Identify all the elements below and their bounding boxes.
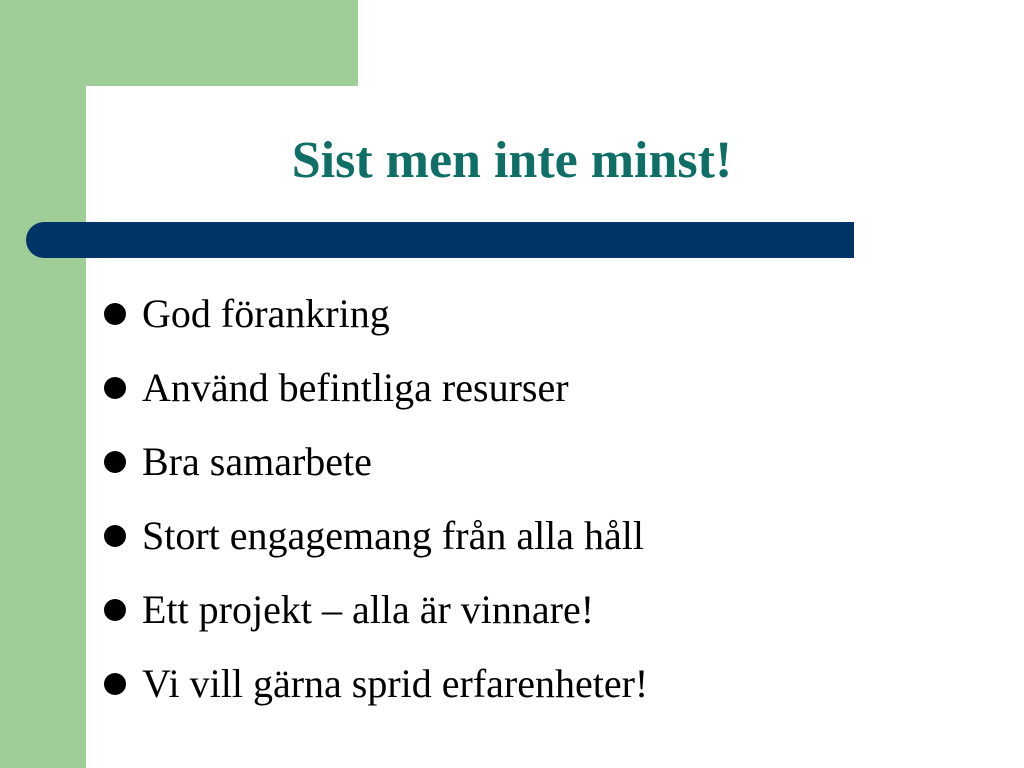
bullet-text: Bra samarbete <box>142 438 372 484</box>
bullet-text: Ett projekt – alla är vinnare! <box>142 586 595 632</box>
bullet-text: God förankring <box>142 290 390 336</box>
list-item <box>104 424 648 498</box>
bullet-text: Stort engagemang från alla håll <box>142 512 645 558</box>
slide-title: Sist men inte minst! <box>291 132 733 189</box>
bullet-list <box>104 276 648 720</box>
list-item <box>104 572 648 646</box>
bullet-dot-icon <box>104 599 126 621</box>
bullet-dot-icon <box>104 451 126 473</box>
list-item <box>104 498 648 572</box>
list-item <box>104 646 648 720</box>
bullet-dot-icon <box>104 525 126 547</box>
list-item <box>104 276 648 350</box>
list-item <box>104 350 648 424</box>
bullet-text: Vi vill gärna sprid erfarenheter! <box>142 660 649 706</box>
title-divider-bar <box>26 222 854 258</box>
green-side-band <box>0 0 86 768</box>
green-top-band <box>0 0 358 86</box>
bullet-dot-icon <box>104 377 126 399</box>
bullet-dot-icon <box>104 303 126 325</box>
bullet-text: Använd befintliga resurser <box>142 364 569 410</box>
bullet-dot-icon <box>104 673 126 695</box>
